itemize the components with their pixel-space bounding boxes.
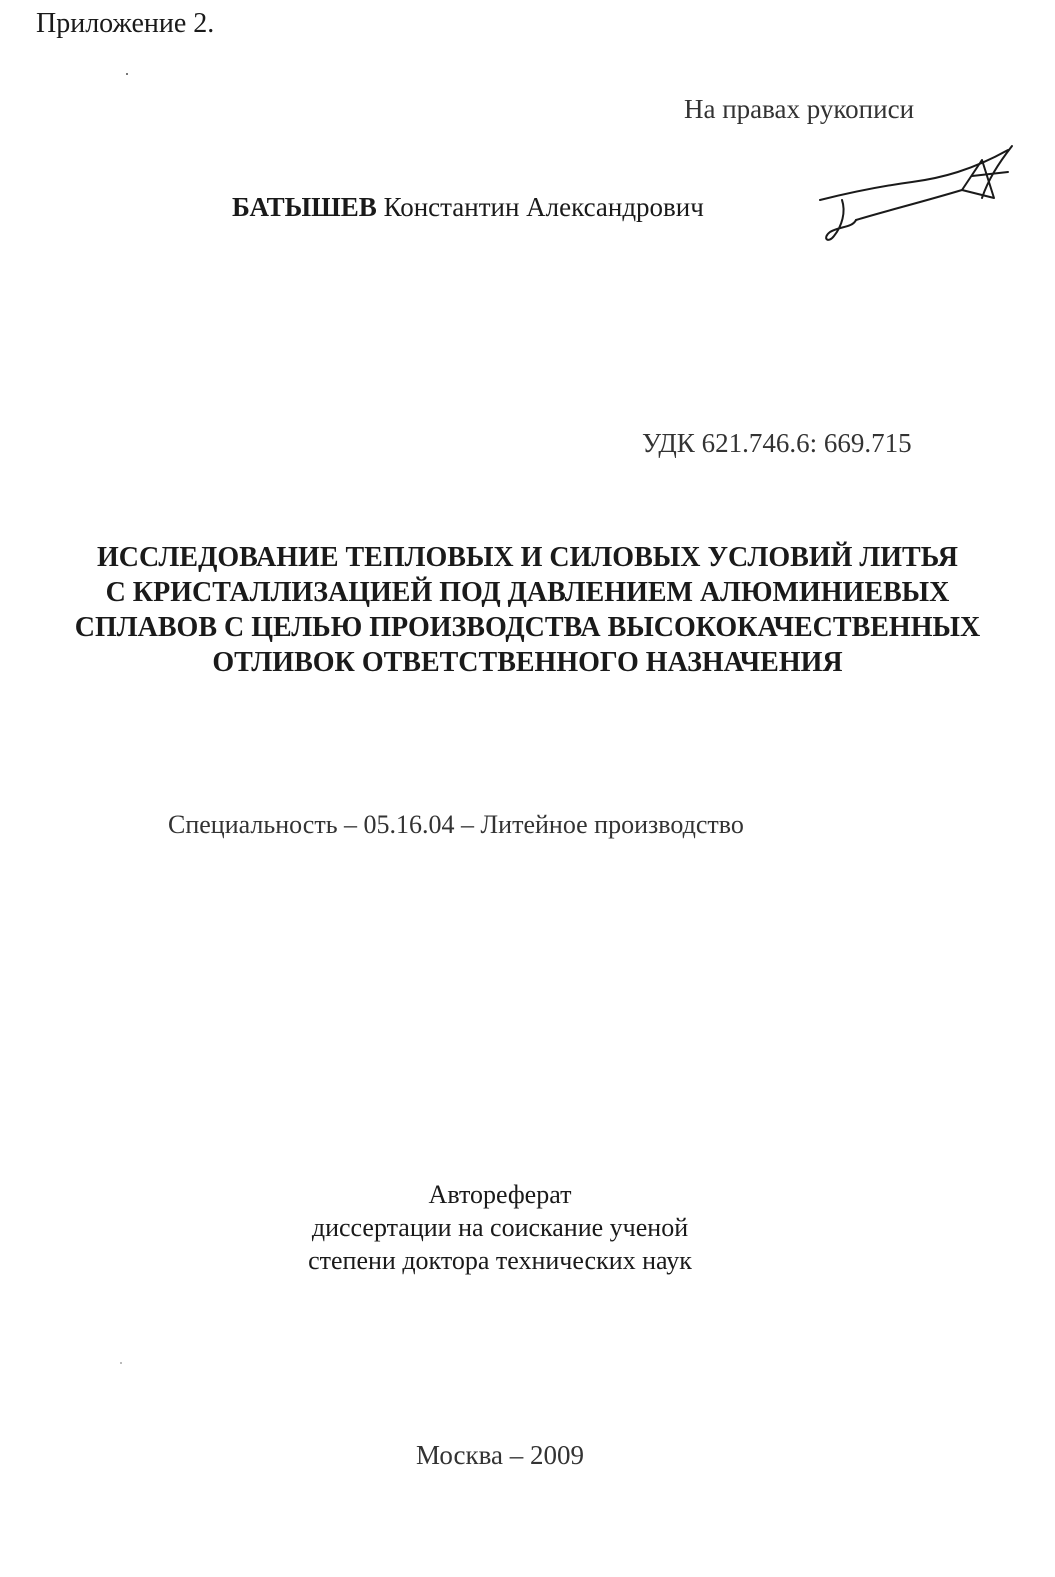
author-given-names: Константин Александрович bbox=[383, 192, 704, 222]
abstract-line: степени доктора технических наук bbox=[308, 1246, 692, 1275]
title-line: ИССЛЕДОВАНИЕ ТЕПЛОВЫХ И СИЛОВЫХ УСЛОВИЙ ЛИТЬЯ bbox=[97, 542, 958, 573]
author-surname: БАТЫШЕВ bbox=[232, 192, 377, 222]
title-line: ОТЛИВОК ОТВЕТСТВЕННОГО НАЗНАЧЕНИЯ bbox=[212, 647, 843, 678]
dissertation-title bbox=[40, 540, 1015, 680]
scan-speck bbox=[126, 73, 128, 75]
appendix-label: Приложение 2. bbox=[36, 8, 215, 39]
specialty-line: Специальность – 05.16.04 – Литейное производство bbox=[168, 810, 744, 839]
udc-code: УДК 621.746.6: 669.715 bbox=[642, 428, 912, 458]
scan-speck bbox=[120, 1362, 122, 1364]
handwritten-signature bbox=[812, 140, 1022, 250]
author-name bbox=[232, 192, 704, 223]
abstract-line: Автореферат bbox=[428, 1180, 572, 1209]
title-line: С КРИСТАЛЛИЗАЦИЕЙ ПОД ДАВЛЕНИЕМ АЛЮМИНИЕВЫХ bbox=[105, 577, 950, 608]
abstract-description bbox=[230, 1178, 770, 1277]
title-line: СПЛАВОВ С ЦЕЛЬЮ ПРОИЗВОДСТВА ВЫСОКОКАЧЕСТВЕННЫХ bbox=[74, 612, 981, 643]
manuscript-rights-note: На правах рукописи bbox=[684, 94, 915, 124]
abstract-line: диссертации на соискание ученой bbox=[311, 1213, 689, 1242]
city-year: Москва – 2009 bbox=[416, 1440, 584, 1470]
